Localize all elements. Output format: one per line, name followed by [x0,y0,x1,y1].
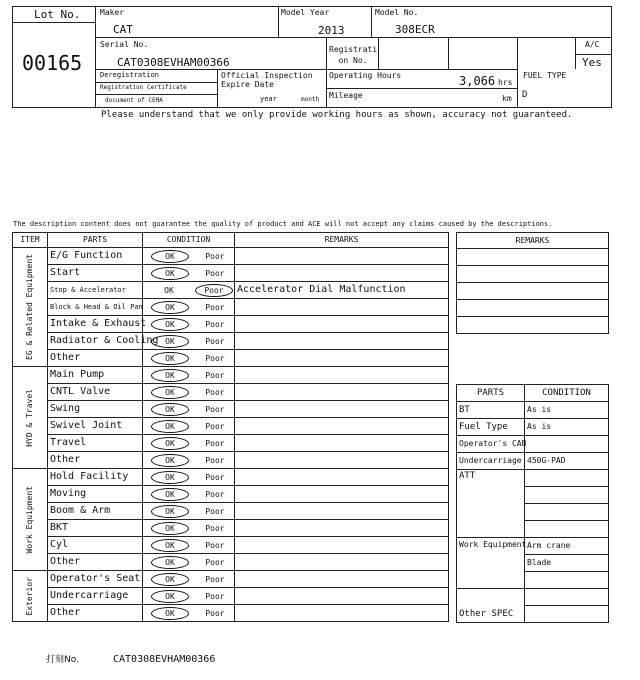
poor-option[interactable]: Poor [205,302,225,312]
poor-option[interactable]: Poor [205,438,225,448]
att-line [525,487,609,504]
operating-hours-value: 3,066 [459,74,496,88]
lot-number: 00165 [22,51,83,75]
table-row [13,265,449,282]
undercarriage-value: 450G-PAD [525,453,609,470]
work-equipment-label: Work Equipment [457,538,525,589]
group-label: EG & Related Equipment [25,254,34,360]
table-row [13,537,449,554]
table-row [13,605,449,622]
poor-option[interactable]: Poor [205,455,225,465]
remark-cell [235,418,449,435]
condition-cell [143,299,235,316]
table-row [13,401,449,418]
table-row [13,503,449,520]
condition-cell [143,452,235,469]
footer-serial: CAT0308EVHAM00366 [113,654,216,665]
ac-value: Yes [582,56,602,69]
cab-label: Operator's CAB [457,436,525,453]
ok-option[interactable]: OK [151,488,189,501]
group-label-cell [13,469,48,571]
condition-cell [143,384,235,401]
part-name: Intake & Exhaust [48,316,143,333]
registration-label: Registrati on No. [329,45,378,65]
part-name: Hold Facility [48,469,143,486]
condition-cell [143,537,235,554]
part-name: Undercarriage [48,588,143,605]
poor-option[interactable]: Poor [205,591,225,601]
poor-option[interactable]: Poor [205,540,225,550]
remarks-line [457,266,609,283]
remark-cell [235,248,449,265]
table-row [13,316,449,333]
inspection-label-2: Expire Date [221,80,274,89]
part-name: Other [48,605,143,622]
fuel-label: Fuel Type [457,419,525,436]
ok-option[interactable]: OK [151,267,189,280]
serial-label: Serial No. [100,40,149,49]
ok-option[interactable]: OK [151,454,189,467]
poor-option[interactable]: Poor [205,336,225,346]
inspection-table [12,232,449,622]
lot-label: Lot No. [34,8,81,21]
other-spec-label: Other SPEC [457,589,525,623]
undercarriage-label: Undercarriage [457,453,525,470]
condition-column-header: CONDITION [143,233,235,248]
condition-cell [143,571,235,588]
poor-option[interactable]: Poor [205,353,225,363]
condition-header: CONDITION [525,385,609,402]
att-line [525,504,609,521]
maker-value: CAT [113,23,133,36]
remark-cell [235,401,449,418]
work-equipment-line [525,572,609,589]
remarks-line [457,283,609,300]
model-year-value: 2013 [318,24,345,37]
ok-option[interactable]: OK [151,556,189,569]
remarks-header: REMARKS [457,233,609,249]
part-name: Operator's Seat [48,571,143,588]
group-label: Work Equipment [25,485,34,554]
ok-option[interactable]: OK [151,369,189,382]
work-equipment-value-2: Blade [525,555,609,572]
fuel-type-value: D [522,90,528,100]
poor-option[interactable]: Poor [205,404,225,414]
condition-cell [143,605,235,622]
table-row [13,520,449,537]
poor-option[interactable]: Poor [205,251,225,261]
cema-doc-label: document of CEMA [105,97,163,104]
ok-option[interactable]: OK [151,335,189,348]
remark-cell [235,503,449,520]
table-row [13,248,449,265]
part-name: Swivel Joint [48,418,143,435]
condition-cell [143,503,235,520]
table-row [13,282,449,299]
poor-option[interactable]: Poor [205,387,225,397]
other-spec-line [525,606,609,623]
disclaimer-text: The description content does not guarantee the quality of product and ACE will not accept any claims caused by the descriptions. [13,220,553,228]
serial-value: CAT0308EVHAM00366 [117,56,230,69]
remark-cell [235,469,449,486]
group-label-cell [13,571,48,622]
remark-cell [235,367,449,384]
table-row [13,452,449,469]
fuel-type-label: FUEL TYPE [523,71,567,80]
remark-cell [235,299,449,316]
remark-cell [235,435,449,452]
remark-cell [235,520,449,537]
condition-cell [143,248,235,265]
part-name: Moving [48,486,143,503]
condition-cell [143,418,235,435]
remarks-line [457,249,609,266]
table-row [13,469,449,486]
mileage-label: Mileage [329,91,363,100]
operating-hours-label: Operating Hours [329,71,402,80]
part-name: Other [48,554,143,571]
table-row [13,333,449,350]
part-name: Boom & Arm [48,503,143,520]
remarks-panel [456,232,609,334]
ok-option[interactable]: OK [151,420,189,433]
ok-option[interactable]: OK [151,505,189,518]
att-label: ATT [457,470,525,538]
remark-cell [235,265,449,282]
remarks-line [457,300,609,317]
ok-option[interactable]: OK [151,301,189,314]
inspection-label: Official Inspection [221,71,313,80]
poor-option[interactable]: Poor [195,284,233,297]
remarks-line [457,317,609,334]
condition-cell [143,469,235,486]
remark-cell [235,588,449,605]
remark-cell [235,554,449,571]
part-name: Stop & Accelerator [48,282,143,299]
ok-option[interactable]: OK [151,607,189,620]
parts-header: PARTS [457,385,525,402]
table-row [13,571,449,588]
poor-option[interactable]: Poor [205,421,225,431]
poor-option[interactable]: Poor [205,472,225,482]
parts-column-header: PARTS [48,233,143,248]
condition-cell [143,435,235,452]
remark-cell [235,350,449,367]
group-label-cell [13,367,48,469]
poor-option[interactable]: Poor [205,574,225,584]
part-name: Radiator & Cooling [48,333,143,350]
part-name: Swing [48,401,143,418]
remark-cell [235,333,449,350]
km-unit: km [502,94,512,103]
condition-cell [143,486,235,503]
ok-option[interactable]: OK [151,590,189,603]
remark-cell [235,384,449,401]
remark-cell: Accelerator Dial Malfunction [235,282,449,299]
poor-option[interactable]: Poor [205,489,225,499]
condition-cell [143,333,235,350]
notice-text: Please understand that we only provide working hours as shown, accuracy not guaranteed. [101,110,573,120]
bt-label: BT [457,402,525,419]
hrs-unit: hrs [498,78,513,87]
model-year-label: Model Year [281,8,330,17]
deregistration-label: Deregistration [100,71,160,79]
remark-cell [235,605,449,622]
group-label: Exterior [25,576,34,616]
other-spec-line [525,589,609,606]
part-name: Cyl [48,537,143,554]
table-row [13,350,449,367]
table-header-row [13,233,449,248]
bt-value: As is [525,402,609,419]
part-name: Main Pump [48,367,143,384]
part-name: CNTL Valve [48,384,143,401]
part-name: Travel [48,435,143,452]
poor-option[interactable]: Poor [205,506,225,516]
poor-option[interactable]: Poor [205,608,225,618]
table-row [13,486,449,503]
ok-option[interactable]: OK [151,352,189,365]
ok-option[interactable]: OK [151,522,189,535]
ok-option[interactable]: OK [151,403,189,416]
ok-option[interactable]: OK [151,437,189,450]
condition-cell [143,367,235,384]
condition-cell [143,282,235,299]
spec-panel [456,384,609,623]
part-name: Start [48,265,143,282]
ok-option[interactable]: OK [151,386,189,399]
ok-option[interactable]: OK [151,573,189,586]
ac-label: A/C [585,40,600,49]
year-label: year [260,95,277,103]
cab-value [525,436,609,453]
group-label-cell [13,248,48,367]
remark-cell [235,537,449,554]
item-column-header: ITEM [13,233,48,248]
table-row [13,588,449,605]
part-name: Other [48,452,143,469]
part-name: BKT [48,520,143,537]
footer-label: 打刻No. [46,655,79,665]
remark-cell [235,486,449,503]
condition-cell [143,316,235,333]
ok-option[interactable]: OK [151,318,189,331]
condition-cell [143,554,235,571]
part-name: Block & Head & Oil Pan [48,299,143,316]
table-row [13,299,449,316]
condition-cell [143,401,235,418]
model-no-value: 308ECR [395,23,435,36]
model-no-label: Model No. [375,8,419,17]
registration-cert-label: Registration Certificate [100,84,187,91]
att-line [525,521,609,538]
fuel-value: As is [525,419,609,436]
ok-option[interactable]: OK [151,250,189,263]
condition-cell [143,520,235,537]
poor-option[interactable]: Poor [205,268,225,278]
table-row [13,418,449,435]
condition-cell [143,350,235,367]
remark-cell [235,316,449,333]
work-equipment-value: Arm crane [525,538,609,555]
poor-option[interactable]: Poor [205,370,225,380]
ok-option[interactable]: OK [151,539,189,552]
table-row [13,384,449,401]
poor-option[interactable]: Poor [205,523,225,533]
part-name: Other [48,350,143,367]
table-row [13,554,449,571]
remark-cell [235,452,449,469]
group-label: HYD & Travel [25,388,34,447]
ok-option[interactable]: OK [151,471,189,484]
remarks-column-header: REMARKS [235,233,449,248]
poor-option[interactable]: Poor [205,557,225,567]
maker-label: Maker [100,8,125,17]
ok-option[interactable]: OK [164,285,174,295]
condition-cell [143,265,235,282]
part-name: E/G Function [48,248,143,265]
month-label: month [301,96,320,103]
att-line [525,470,609,487]
table-row [13,367,449,384]
poor-option[interactable]: Poor [205,319,225,329]
table-row [13,435,449,452]
condition-cell [143,588,235,605]
remark-cell [235,571,449,588]
